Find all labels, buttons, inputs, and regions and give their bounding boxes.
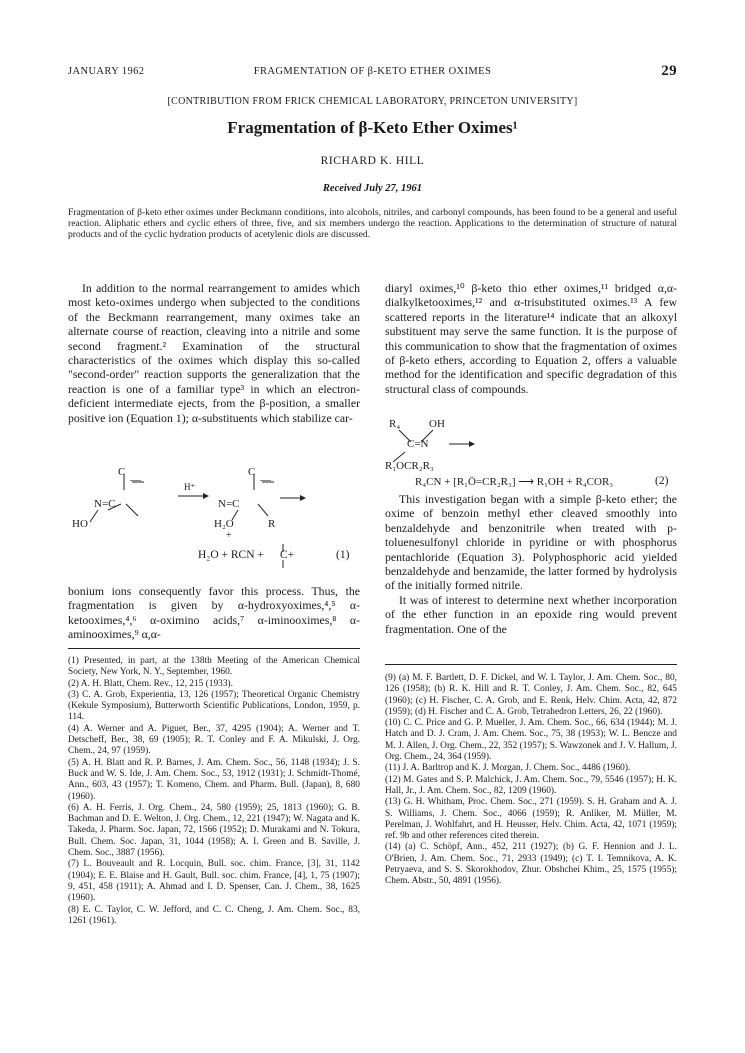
eq2-products: R₄CN + [R₁Ö=CR₂R₃] ⟶ R₁OH + R₄COR₃ [415,476,614,488]
eq2-c-eq-n: C=N [407,438,429,450]
eq1-h2o: H₂O [214,518,234,530]
running-head-date: JANUARY 1962 [68,66,145,77]
eq1-products: H₂O + RCN + [198,549,264,561]
eq1-c-top: C [118,466,126,478]
eq1-h-plus: H⁺ [184,482,196,492]
footnote: (2) A. H. Blatt, Chem. Rev., 12, 215 (1933). [68,678,233,689]
footnote: (8) E. C. Taylor, C. W. Jefford, and C. C. Cheng, J. Am. Chem. Soc., 83, 1261 (1961). [68,904,360,926]
affiliation: [CONTRIBUTION FROM FRICK CHEMICAL LABORATORY, PRINCETON UNIVERSITY] [167,96,578,107]
intro-paragraph: In addition to the normal rearrangement to amides which most keto-oximes undergo when subjected to the conditions of the Beckmann rearrangement, many oximes take an alternate course of reaction, cleaving into a nitrile and some second fragment.² Examination of the structural characteristics of the oximes which display this so-called "second-order" reaction supports the generalization that the reaction is one of a familiar type³ in which an electron-deficient intermediate ejects, from the β-position, a smaller positive ion (Equation 1); α-substituents which stabilize car- [68,281,360,425]
eq2-oh: OH [429,418,445,430]
footnote: (10) C. C. Price and G. P. Mueller, J. Am. Chem. Soc., 66, 634 (1944); M. J. Hatch and D. J. Cram, J. Am. Chem. Soc., 75, 38 (1953); W. L. Bencze and M. J. Allen, J. Org. Chem., 22, 352 (1957); S. Wawzonek and J. V. Hallum, J. Org. Chem., 24, 364 (1959). [385,718,677,763]
eq1-dash: — [130,474,141,486]
footnote: (1) Presented, in part, at the 138th Meeting of the American Chemical Society, New York, N. Y., September, 1960. [68,656,360,678]
footnote: (11) J. A. Barltrop and K. J. Morgan, J. Chem. Soc., 4486 (1960). [385,763,631,774]
eq1-n-eq-c-mid: N=C [218,498,240,510]
footnote: (4) A. Werner and A. Piguet, Ber., 37, 4295 (1904); A. Werner and T. Detscheff, Ber., 38, 69 (1905); R. T. Conley and F. A. Mikulski, J. Org. Chem., 24, 97 (1959). [68,723,360,757]
eq1-c-plus: C+ [280,549,295,561]
continuation-paragraph: bonium ions consequently favor this process. Thus, the fragmentation is given by α-hydroxyoximes,⁴,⁵ α-ketooximes,⁴,⁶ α-oximino acids,⁷ α-iminooximes,⁸ α-aminooximes,⁹ α,α- [68,584,360,642]
page-number: 29 [661,63,677,79]
footnotes-right [385,673,677,888]
received-date: Received July 27, 1961 [322,183,423,194]
eq1-plus-charge: + [226,530,232,541]
right-paragraph-3: It was of interest to determine next whether incorporation of the ether function in an epoxide ring would prevent fragmentation. One of the [385,592,677,636]
article-title: Fragmentation of β-Keto Ether Oximes¹ [227,118,518,137]
eq1-c-top-mid: C [248,466,256,478]
footnote: (14) (a) C. Schöpf, Ann., 452, 211 (1927); (b) G. F. Hennion and J. L. O'Brien, J. Am. Chem. Soc., 71, 2933 (1949); (c) T. I. Temnikova, A. K. Petryaeva, and S. S. Skorokhodov, Zhur. Obshchei Khim., 25, 1575 (1955); Chem. Abstr., 50, 4891 (1956). [385,842,677,887]
footnote: (7) L. Bouveault and R. Locquin, Bull. soc. chim. France, [3], 31, 1142 (1904); E. E. Blaise and H. Gault, Bull. soc. chim. France, [4], 1, 75 (1907); 9, 451, 458 (1911); A. Ahmad and I. D. Spenser, Can. J. Chem., 38, 1625 (1960). [68,859,360,904]
equation-2-scheme [385,418,677,488]
equation-1-scheme [68,460,360,580]
author: RICHARD K. HILL [320,155,425,167]
eq1-dash-mid: — [260,474,271,486]
footnote: (5) A. H. Blatt and R. P. Barnes, J. Am. Chem. Soc., 56, 1148 (1934); J. S. Buck and W. S. Ide, J. Am. Chem. Soc., 53, 1912 (1931); J. Schmidt-Thomé, Ann., 603, 43 (1957); T. Komeno, Chem. and Pharm. Bull. (Japan), 8, 680 (1960). [68,757,360,802]
footnote: (3) C. A. Grob, Experientia, 13, 126 (1957); Theoretical Organic Chemistry (Kekule Symposium), Butterworth Scientific Publications, London, 1959, p. 114. [68,689,360,723]
right-column-paragraph-2 [385,492,677,636]
eq1-ho: HO [72,518,88,530]
right-column-paragraph-1 [385,281,677,396]
footnote: (9) (a) M. F. Bartlett, D. F. Dickel, and W. I. Taylor, J. Am. Chem. Soc., 80, 126 (1958); (b) R. K. Hill and R. T. Conley, J. Am. Chem. Soc., 82, 645 (1960); (c) H. Fischer, C. A. Grob, and E. Renk, Helv. Chim. Acta, 42, 872 (1959); (d) H. Fischer and C. A. Grob, Tetrahedron Letters, 26, 22 (1960). [385,673,677,717]
footnote: (13) G. H. Whitham, Proc. Chem. Soc., 271 (1959). S. H. Graham and A. J. S. Williams, J. Chem. Soc., 4066 (1959); R. Anliker, M. Müller, M. Perelman, J. Wohlfahrt, and H. Heusser, Helv. Chim. Acta, 42, 1071 (1959); ref. 9b and other references cited therein. [385,797,677,842]
footnotes-left [68,656,360,927]
right-paragraph-2: This investigation began with a simple β-keto ether; the oxime of benzoin methyl ether cleaved smoothly into benzaldehyde and benzonitrile when treated with p-toluenesulfonyl chloride in pyridine or with phosphorus pentachloride (Equation 3). Polyphosphoric acid yielded benzaldehyde and benzamide, the latter formed by hydrolysis of the initially formed nitrile. [385,492,677,593]
left-column-paragraph-1 [68,281,360,425]
eq2-label: (2) [655,475,669,487]
right-paragraph-1: diaryl oximes,¹⁰ β-keto thio ether oximes,¹¹ bridged α,α-dialkylketooximes,¹² and α-trisubstituted oximes.¹³ A few scattered reports in the literature¹⁴ indicate that an alkoxyl substituent may serve the same function. It is the purpose of this communication to show that the fragmentation of oximes of β-keto ethers, according to Equation 2, offers a valuable method for the identification and specific degradation of this structural class of compounds. [385,281,677,396]
running-head-title: FRAGMENTATION OF β-KETO ETHER OXIMES [253,66,492,77]
eq1-label: (1) [336,549,350,561]
footnote-rule-right [385,664,677,665]
footnote: (6) A. H. Ferris, J. Org. Chem., 24, 580 (1959); 25, 1813 (1960); G. B. Bachman and D. E. Welton, J. Org. Chem., 12, 221 (1947); W. Nagata and K. Takeda, J. Pharm. Soc. Japan, 72, 1566 (1952); D. Murakami and N. Tokura, Bull. Chem. Soc. Japan, 31, 1044 (1958); A. I. Green and B. Saville, J. Chem. Soc., 3887 (1956). [68,802,360,859]
eq1-n-eq-c-left: N=C [94,498,116,510]
abstract: Fragmentation of β-keto ether oximes under Beckmann conditions, into alcohols, nitriles, and carbonyl compounds, has been found to be a general and useful reaction. Aliphatic ethers and cyclic ethers of three, five, and six members undergo the reaction. Applications to the determination of structure of natural products and of the cyclic hydration products of acetylenic diols are discussed. [68,207,677,241]
footnote: (12) M. Gates and S. P. Malchick, J. Am. Chem. Soc., 79, 5546 (1957); H. K. Hall, Jr., J. Am. Chem. Soc., 82, 1209 (1960). [385,774,677,796]
left-column-paragraph-2 [68,584,360,642]
eq1-r: R [268,518,276,530]
eq2-r4: R₄ [389,418,401,430]
footnote-rule-left [68,648,360,649]
eq2-reactant: R₁OCR₂R₃ [385,460,434,472]
